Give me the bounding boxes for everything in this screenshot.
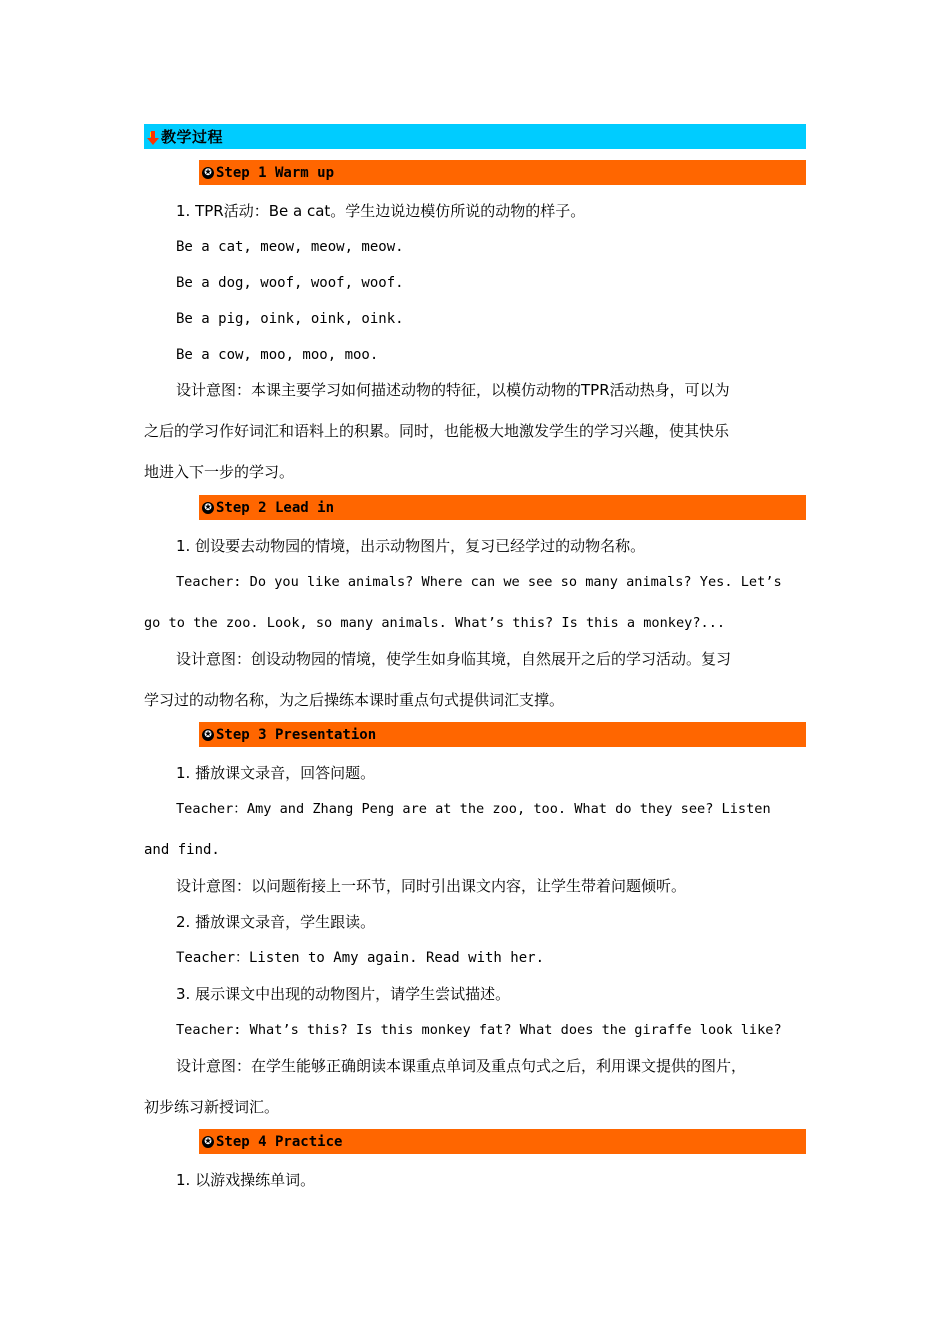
paragraph: 1. 创设要去动物园的情境，出示动物图片，复习已经学过的动物名称。	[176, 537, 646, 555]
paragraph: 学习过的动物名称，为之后操练本课时重点句式提供词汇支撑。	[144, 691, 565, 709]
arrow-down-icon	[147, 130, 159, 144]
star-bullet-icon: ✪	[202, 502, 214, 514]
paragraph: Be a cat, meow, meow, meow.	[176, 239, 404, 255]
paragraph: and find.	[144, 842, 220, 858]
paragraph: 1. 以游戏操练单词。	[176, 1171, 316, 1189]
paragraph: 3. 展示课文中出现的动物图片，请学生尝试描述。	[176, 985, 511, 1003]
paragraph: Teacher：Amy and Zhang Peng are at the zoo, too. What do they see? Listen	[176, 801, 771, 817]
section-header	[144, 124, 806, 149]
star-bullet-icon: ✪	[202, 167, 214, 179]
step-title: Step 2 Lead in	[216, 499, 335, 516]
paragraph: 之后的学习作好词汇和语料上的积累。同时，也能极大地激发学生的学习兴趣，使其快乐	[144, 422, 730, 440]
paragraph: 1. 播放课文录音，回答问题。	[176, 764, 376, 782]
paragraph: go to the zoo. Look, so many animals. What’s this? Is this a monkey?...	[144, 615, 726, 631]
star-bullet-icon: ✪	[202, 1136, 214, 1148]
step-title: Step 1 Warm up	[216, 164, 335, 181]
step-header	[199, 1129, 806, 1154]
step-header	[199, 722, 806, 747]
step-title: Step 4 Practice	[216, 1133, 343, 1150]
paragraph: 设计意图：创设动物园的情境，使学生如身临其境，自然展开之后的学习活动。复习	[176, 650, 732, 668]
paragraph: 设计意图：本课主要学习如何描述动物的特征，以模仿动物的TPR活动热身，可以为	[176, 381, 730, 399]
star-bullet-icon: ✪	[202, 729, 214, 741]
paragraph: Be a dog, woof, woof, woof.	[176, 275, 404, 291]
paragraph: Be a cow, moo, moo, moo.	[176, 347, 379, 363]
paragraph: Teacher: What’s this? Is this monkey fat? What does the giraffe look like?	[176, 1022, 782, 1038]
section-title: 教学过程	[161, 128, 224, 146]
step-title: Step 3 Presentation	[216, 726, 377, 743]
paragraph: 1. TPR活动：Be a cat。学生边说边模仿所说的动物的样子。	[176, 202, 586, 220]
step-header	[199, 495, 806, 520]
paragraph: Teacher：Listen to Amy again. Read with her.	[176, 950, 545, 966]
paragraph: 初步练习新授词汇。	[144, 1098, 280, 1116]
step-header	[199, 160, 806, 185]
paragraph: Teacher: Do you like animals? Where can we see so many animals? Yes. Let’s	[176, 574, 782, 590]
paragraph: 设计意图：以问题衔接上一环节，同时引出课文内容，让学生带着问题倾听。	[176, 877, 687, 895]
paragraph: Be a pig, oink, oink, oink.	[176, 311, 404, 327]
paragraph: 设计意图：在学生能够正确朗读本课重点单词及重点句式之后，利用课文提供的图片，	[176, 1057, 747, 1075]
paragraph: 2. 播放课文录音，学生跟读。	[176, 913, 376, 931]
paragraph: 地进入下一步的学习。	[144, 463, 295, 481]
